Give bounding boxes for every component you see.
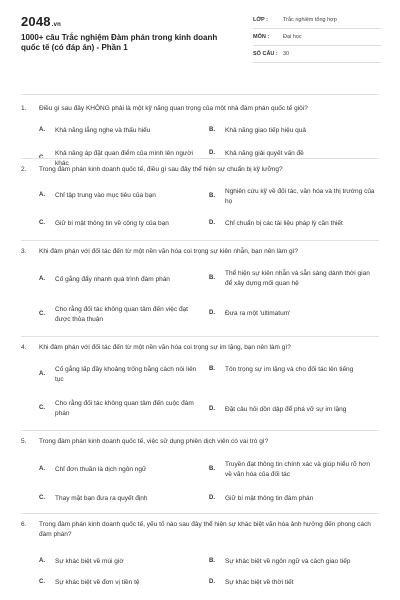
question-number: 1. <box>21 105 27 112</box>
option-d[interactable] <box>209 494 375 504</box>
option-letter: B. <box>209 465 215 472</box>
option-b[interactable] <box>209 269 375 288</box>
question-2 <box>21 165 379 227</box>
option-b[interactable] <box>209 187 375 206</box>
option-text: Cho rằng đối tác không quan tâm đến việc đạt được thỏa thuận <box>55 306 188 323</box>
meta-key: LỚP : <box>253 17 268 23</box>
question-number: 3. <box>21 248 27 255</box>
option-letter: D. <box>209 150 215 156</box>
option-letter: C. <box>39 495 45 501</box>
option-text: Nghiên cứu kỹ về đối tác, văn hóa và thị trường của họ <box>225 188 375 205</box>
question-number: 5. <box>21 438 27 445</box>
option-letter: B. <box>209 274 215 281</box>
page-title: 1000+ câu Trắc nghiệm Đàm phán trong kinh doanh quốc tế (có đáp án) - Phần 1 <box>21 33 218 52</box>
option-text: Sự khác biệt về ngôn ngữ và cách giao tiếp <box>225 558 351 565</box>
option-a[interactable] <box>39 191 205 201</box>
option-text: Chỉ chuẩn bị các tài liệu pháp lý cần thiết <box>225 220 343 227</box>
option-text: Đưa ra một 'ultimatum' <box>225 310 291 317</box>
question-text <box>21 104 379 114</box>
logo-text: 2048 <box>21 14 51 29</box>
divider <box>21 336 379 337</box>
option-a[interactable] <box>39 275 205 285</box>
option-a[interactable] <box>39 465 205 475</box>
question-prompt: Khi đàm phán với đối tác đến từ một nền văn hóa coi trọng sự im lặng, bạn nên làm gì? <box>39 344 291 351</box>
option-text: Truyền đạt thông tin chính xác và giúp hiểu rõ hơn về văn hóa của đối tác <box>225 461 370 478</box>
question-number: 2. <box>21 166 27 173</box>
option-text: Cho rằng đối tác không quan tâm đến cuộc đàm phán <box>55 400 194 417</box>
option-letter: A. <box>39 276 45 282</box>
option-text: Chỉ đơn thuần là dịch ngôn ngữ <box>55 466 147 473</box>
option-c[interactable] <box>39 578 205 588</box>
option-letter: D. <box>209 579 215 585</box>
option-c[interactable] <box>39 305 205 324</box>
option-text: Cố gắng lấp đầy khoảng trống bằng cách nói liên tục <box>55 366 197 383</box>
option-letter: A. <box>39 127 45 133</box>
meta-row-class <box>253 12 381 29</box>
divider <box>21 430 379 431</box>
option-d[interactable] <box>209 219 375 229</box>
option-letter: A. <box>39 466 45 472</box>
option-letter: B. <box>209 366 215 372</box>
option-text: Sự khác biệt về thời tiết <box>225 579 294 586</box>
divider <box>21 240 379 241</box>
option-text: Sự khác biệt về đơn vị tiền tệ <box>55 579 140 586</box>
option-text: Khả năng lắng nghe và thấu hiểu <box>55 127 151 134</box>
option-b[interactable] <box>209 126 375 136</box>
option-c[interactable] <box>39 494 205 504</box>
option-letter: A. <box>39 370 45 377</box>
option-a[interactable] <box>39 557 205 567</box>
option-text: Khả năng giải quyết vấn đề <box>225 150 304 157</box>
question-text <box>21 165 379 175</box>
option-text: Tôn trọng sự im lặng và cho đối tác lên tiếng <box>225 366 354 373</box>
meta-value: 30 <box>283 51 290 57</box>
question-number: 6. <box>21 521 27 528</box>
option-text: Giữ bí mật thông tin về công ty của bạn <box>55 220 169 227</box>
question-4 <box>21 343 379 417</box>
option-letter: C. <box>39 220 45 226</box>
divider <box>21 158 379 159</box>
option-d[interactable] <box>209 309 375 319</box>
divider <box>21 513 379 514</box>
question-text <box>21 343 379 353</box>
option-text: Thể hiện sự kiên nhẫn và sẵn sàng dành thời gian để xây dựng mối quan hệ <box>225 270 370 287</box>
meta-key: SỐ CÂU : <box>253 51 278 57</box>
option-b[interactable] <box>209 365 375 375</box>
meta-info <box>253 12 381 63</box>
option-c[interactable] <box>39 219 205 229</box>
option-letter: A. <box>39 192 45 198</box>
meta-row-subject <box>253 29 381 46</box>
option-d[interactable] <box>209 578 375 588</box>
meta-value: Đại học <box>283 34 302 40</box>
option-text: Thay mặt bạn đưa ra quyết định <box>55 495 148 502</box>
option-letter: C. <box>39 404 45 411</box>
meta-value: Trắc nghiệm tổng hợp <box>283 17 337 23</box>
option-text: Sự khác biệt về múi giờ <box>55 558 124 565</box>
question-prompt: Trong đàm phán kinh doanh quốc tế, yếu tố nào sau đây thể hiện sự khác biệt văn hóa ảnh hưởng đến phong cách đàm phán? <box>39 521 371 538</box>
divider <box>21 94 379 95</box>
option-b[interactable] <box>209 460 375 479</box>
option-letter: A. <box>39 558 45 564</box>
option-text: Chỉ tập trung vào mục tiêu của bạn <box>55 192 156 199</box>
option-letter: B. <box>209 127 215 133</box>
option-letter: B. <box>209 558 215 564</box>
option-letter: D. <box>209 406 215 412</box>
site-logo[interactable] <box>21 14 61 29</box>
option-letter: C. <box>39 579 45 585</box>
option-letter: C. <box>39 310 45 317</box>
question-prompt: Điều gì sau đây KHÔNG phải là một kỹ năng quan trọng của một nhà đàm phán quốc tế giỏi? <box>39 105 308 112</box>
question-prompt: Trong đàm phán kinh doanh quốc tế, việc sử dụng phiên dịch viên có vai trò gì? <box>39 438 269 445</box>
option-a[interactable] <box>39 365 205 384</box>
question-prompt: Khi đàm phán với đối tác đến từ một nền văn hóa coi trọng sự kiên nhẫn, bạn nên làm gì? <box>39 248 299 255</box>
meta-key: MÔN : <box>253 34 270 40</box>
logo-suffix: .vn <box>51 22 62 28</box>
question-1 <box>21 104 379 167</box>
option-text: Khả năng áp đặt quan điểm của mình lên người khác <box>55 150 193 167</box>
option-letter: D. <box>209 220 215 226</box>
question-text <box>21 247 379 257</box>
question-text <box>21 437 379 447</box>
meta-row-count <box>253 46 381 63</box>
option-letter: B. <box>209 192 215 199</box>
question-5 <box>21 437 379 502</box>
option-text: Đặt câu hỏi dồn dập để phá vỡ sự im lặng <box>225 406 347 413</box>
option-text: Khả năng giao tiếp hiệu quả <box>225 127 306 134</box>
option-text: Giữ bí mật thông tin đàm phán <box>225 495 314 502</box>
question-text <box>21 520 379 540</box>
question-number: 4. <box>21 344 27 351</box>
option-letter: D. <box>209 495 215 501</box>
question-3 <box>21 247 379 323</box>
option-b[interactable] <box>209 557 375 567</box>
header <box>0 0 400 70</box>
option-text: Cố gắng đẩy nhanh quá trình đàm phán <box>55 276 170 283</box>
question-6 <box>21 520 379 586</box>
option-letter: D. <box>209 310 215 316</box>
option-d[interactable] <box>209 405 375 415</box>
option-c[interactable] <box>39 399 205 418</box>
question-prompt: Trong đàm phán kinh doanh quốc tế, điều gì sau đây thể hiện sự chuẩn bị kỹ lưỡng? <box>39 166 283 173</box>
option-a[interactable] <box>39 126 205 136</box>
